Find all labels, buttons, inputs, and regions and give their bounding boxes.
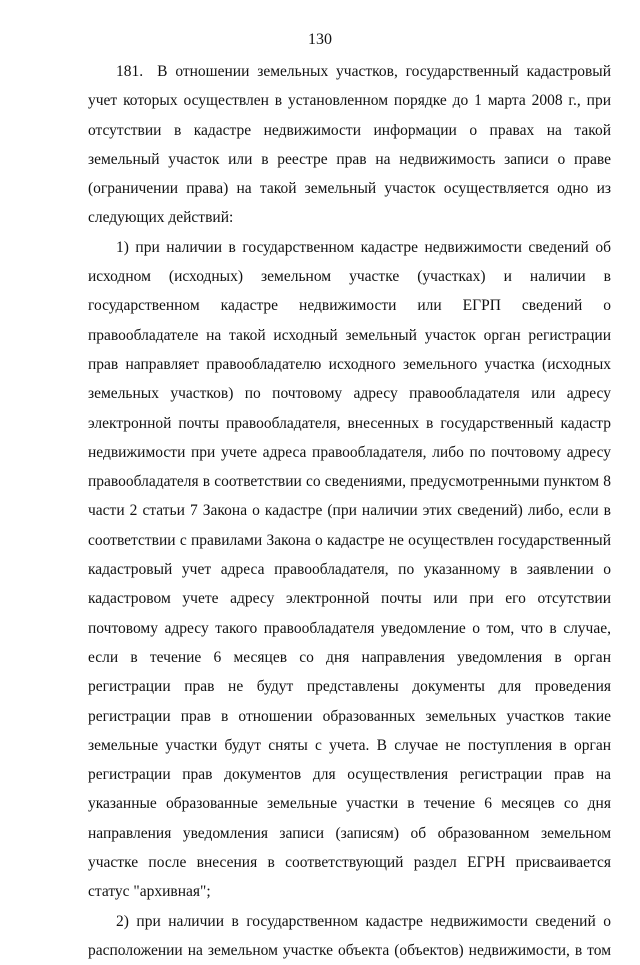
- paragraph-item-1: [88, 233, 611, 907]
- paragraph-text: 1) при наличии в государственном кадастре недвижимости сведений об исходном (исходных) земельном участке (участках) и наличии в государственном кадастре недвижимости или ЕГРП сведений о правообладателе на такой исходный земельный участок орган регистрации прав направляет правообладателю исходного земельного участка (исходных земельных участков) по почтовому адресу правообладателя или адресу электронной почты правообладателя, внесенных в государственный кадастр недвижимости при учете адреса правообладателя, либо по почтовому адресу правообладателя в соответствии со сведениями, предусмотренными пунктом 8 части 2 статьи 7 Закона о кадастре (при наличии этих сведений) либо, если в соответствии с правилами Закона о кадастре не осуществлен государственный кадастровый учет адреса правообладателя, по указанному в заявлении о кадастровом учете адресу электронной почты или при его отсутствии почтовому адресу такого правообладателя уведомление о том, что в случае, если в течение 6 месяцев со дня направления уведомления в орган регистрации прав не будут представлены документы для проведения регистрации прав в отношении образованных земельных участков такие земельные участки будут сняты с учета. В случае не поступления в орган регистрации прав документов для осуществления регистрации прав на указанные образованные земельные участки в течение 6 месяцев со дня направления уведомления записи (записям) об образованном земельном участке после внесения в соответствующий раздел ЕГРН присваивается статус "архивная";: [88, 238, 611, 901]
- paragraph-text: В отношении земельных участков, государственный кадастровый учет которых осуществлен в установленном порядке до 1 марта 2008 г., при отсутствии в кадастре недвижимости информации о правах на такой земельный участок или в реестре прав на недвижимость записи о праве (ограничении права) на такой земельный участок осуществляется одно из следующих действий:: [88, 63, 611, 227]
- paragraph-text: 2) при наличии в государственном кадастре недвижимости сведений о расположении на земельном участке объекта (объектов) недвижимости, в том: [88, 912, 611, 959]
- paragraph-item-2: [88, 907, 611, 965]
- paragraph-181: [88, 57, 611, 233]
- page-number: 130: [308, 31, 332, 48]
- paragraph-number: 181.: [116, 63, 144, 80]
- document-body: [88, 57, 611, 965]
